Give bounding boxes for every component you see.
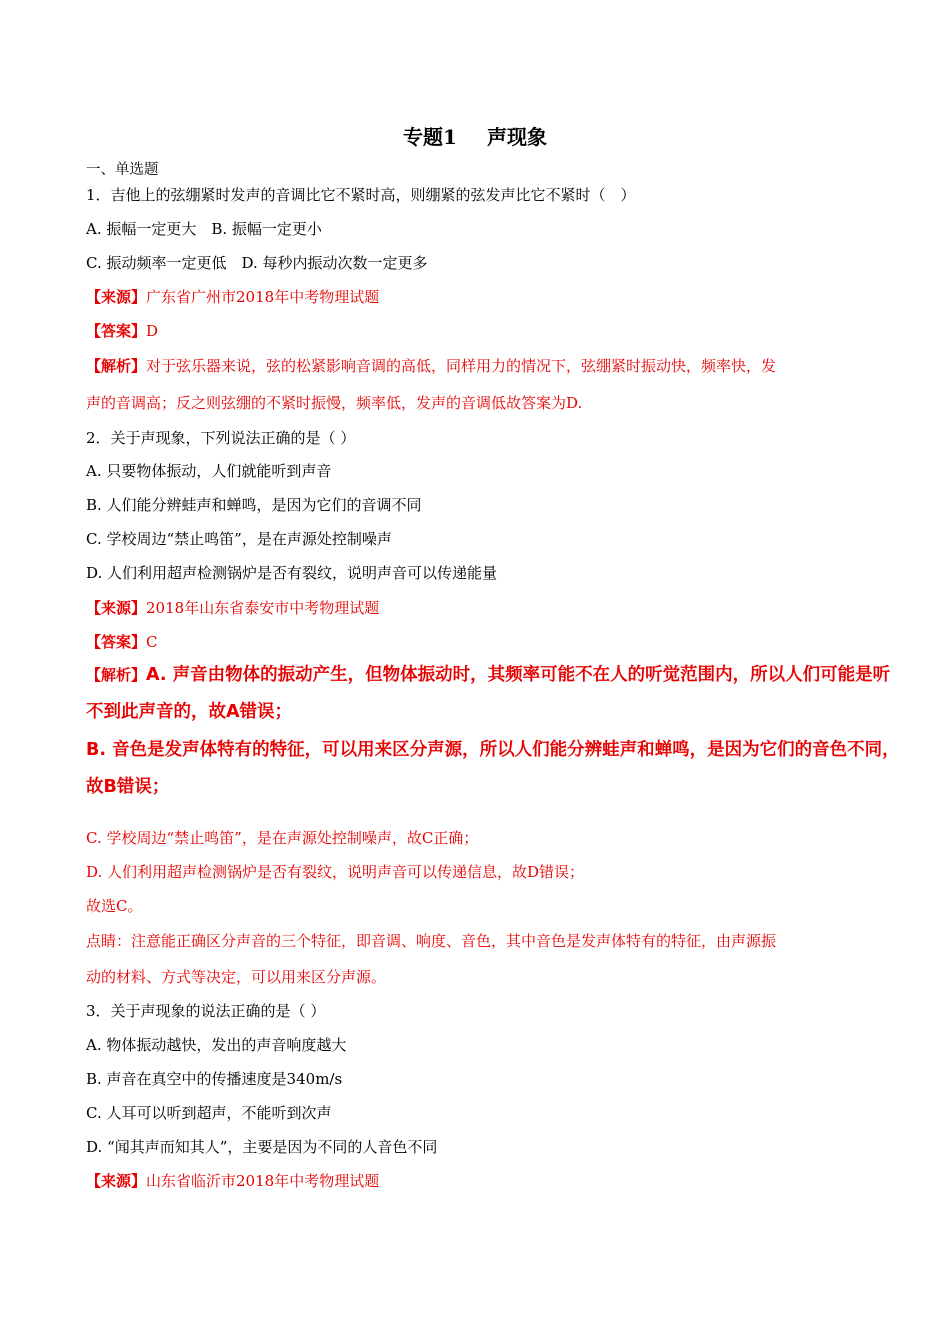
section-heading: 一、单选题 (86, 162, 159, 178)
q2-analysis-d: D. 人们利用超声检测锅炉是否有裂纹，说明声音可以传递信息，故D错误； (86, 863, 585, 881)
q2-option-b: B. 人们能分辨蛙声和蝉鸣，是因为它们的音调不同 (86, 496, 422, 514)
source-tag: 【来源】 (86, 1172, 147, 1190)
q3-option-a: A. 物体振动越快，发出的声音响度越大 (86, 1036, 347, 1054)
q2-conclusion: 故选C。 (86, 897, 143, 915)
title-topic-name: 声现象 (486, 125, 547, 149)
q3-stem: 3．关于声现象的说法正确的是（ ） (86, 1002, 326, 1020)
q1-source (86, 287, 379, 307)
q2-tip-line1: 点睛：注意能正确区分声音的三个特征，即音调、响度、音色，其中音色是发声体特有的特征，由声源振 (86, 932, 777, 950)
q2-analysis-b-line2: 故B错误； (86, 777, 170, 797)
source-tag: 【来源】 (86, 288, 147, 306)
q1-options-cd: C. 振动频率一定更低 D. 每秒内振动次数一定更多 (86, 254, 428, 272)
q1-source-text: 广东省广州市2018年中考物理试题 (146, 288, 380, 306)
q1-options-ab: A. 振幅一定更大 B. 振幅一定更小 (86, 220, 322, 238)
q2-analysis-a-line1: 【解析】A. 声音由物体的振动产生，但物体振动时，其频率可能不在人的听觉范围内，所以人们可能是听 (86, 665, 891, 685)
q2-stem: 2．关于声现象，下列说法正确的是（ ） (86, 429, 356, 447)
q2-tip-line2: 动的材料、方式等决定，可以用来区分声源。 (86, 968, 387, 986)
q1-analysis-line2: 声的音调高；反之则弦绷的不紧时振慢，频率低，发声的音调低故答案为D. (86, 394, 583, 412)
q3-option-b: B. 声音在真空中的传播速度是340m/s (86, 1070, 343, 1088)
page-title (0, 124, 950, 150)
q2-option-d: D. 人们利用超声检测锅炉是否有裂纹，说明声音可以传递能量 (86, 564, 498, 582)
q3-option-d: D. “闻其声而知其人”，主要是因为不同的人音色不同 (86, 1138, 438, 1156)
q2-analysis-b-line1: B. 音色是发声体特有的特征，可以用来区分声源，所以人们能分辨蛙声和蝉鸣，是因为它们的音色不同， (86, 740, 900, 760)
analysis-tag: 【解析】 (86, 666, 147, 684)
q2-analysis-a-line2: 不到此声音的，故A错误； (86, 702, 293, 722)
q3-source-text: 山东省临沂市2018年中考物理试题 (146, 1172, 380, 1190)
answer-tag: 【答案】 (86, 633, 147, 651)
q1-stem: 1．吉他上的弦绷紧时发声的音调比它不紧时高，则绷紧的弦发声比它不紧时（ ） (86, 186, 636, 204)
analysis-tag: 【解析】 (86, 357, 147, 375)
q3-source (86, 1171, 379, 1191)
q1-analysis-line1: 【解析】对于弦乐器来说，弦的松紧影响音调的高低，同样用力的情况下，弦绷紧时振动快，频率快，发 (86, 357, 777, 375)
title-topic-number: 专题1 (403, 125, 457, 149)
q2-option-a: A. 只要物体振动，人们就能听到声音 (86, 462, 332, 480)
q1-answer-text: D (146, 322, 159, 340)
q1-answer (86, 321, 158, 341)
answer-tag: 【答案】 (86, 322, 147, 340)
q3-option-c: C. 人耳可以听到超声，不能听到次声 (86, 1104, 332, 1122)
q2-option-c: C. 学校周边“禁止鸣笛”，是在声源处控制噪声 (86, 530, 392, 548)
q2-analysis-c: C. 学校周边“禁止鸣笛”，是在声源处控制噪声，故C正确； (86, 829, 479, 847)
source-tag: 【来源】 (86, 599, 147, 617)
q2-answer-text: C (146, 633, 158, 651)
q2-source (86, 598, 379, 618)
q2-source-text: 2018年山东省泰安市中考物理试题 (146, 599, 380, 617)
q2-answer (86, 632, 158, 652)
